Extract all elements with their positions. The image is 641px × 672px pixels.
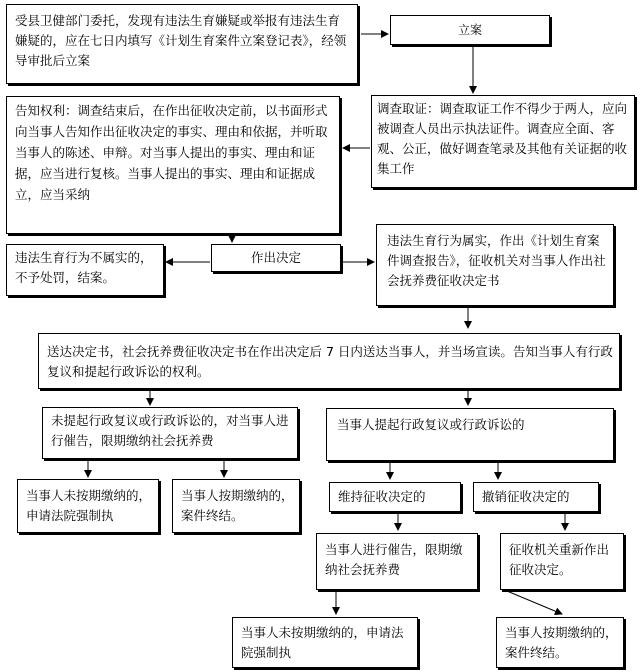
decision-box: 作出决定 <box>211 244 341 272</box>
filing-box: 立案 <box>390 15 550 45</box>
paid-left-box: 当事人按期缴纳的，案件终结。 <box>172 479 300 533</box>
no-pay-court-left-box: 当事人未按期缴纳的，申请法院强制执 <box>17 479 159 533</box>
no-pay-court-bottom-box: 当事人未按期缴纳的，申请法院强制执 <box>232 617 418 668</box>
uphold-box: 维持征收决定的 <box>329 482 461 512</box>
not-true-box: 违法生育行为不属实的，不予处罚，结案。 <box>6 244 164 296</box>
no-appeal-box: 未提起行政复议或行政诉讼的，对当事人进行催告，限期缴纳社会抚养费 <box>42 407 298 459</box>
true-box: 违法生育行为属实，作出《计划生育案件调查报告》，征收机关对当事人作出社会抚养费征收决定书 <box>376 224 614 306</box>
arrow-urge-to-paid-bottom <box>507 591 562 614</box>
appeal-box: 当事人提起行政复议或行政诉讼的 <box>326 408 614 461</box>
notification-box: 告知权利：调查结束后，在作出征收决定前，以书面形式向当事人告知作出征收决定的事实、理由和依据，并听取当事人的陈述、申辩。对当事人提出的事实、理由和证据，应当进行复核。当事人提出的事实、理由和证据成立，应当采纳 <box>6 96 340 234</box>
delivery-box: 送达决定书，社会抚养费征收决定书在作出决定后 7 日内送达当事人，并当场宣读。告知当事人有行政复议和提起行政诉讼的权利。 <box>38 333 620 389</box>
paid-bottom-box: 当事人按期缴纳的，案件终结。 <box>496 617 624 668</box>
investigation-box: 调查取证：调查取证工作不得少于两人，应向被调查人员出示执法证件。调查应全面、客观、公正，做好调查笔录及其他有关证据的收集工作 <box>371 95 635 188</box>
urge-box: 当事人进行催告，限期缴纳社会抚养费 <box>316 533 478 590</box>
complaint-box: 受县卫健部门委托，发现有违法生育嫌疑或举报有违法生育嫌疑的，应在七日内填写《计划生育案件立案登记表》，经领导审批后立案 <box>6 4 358 84</box>
revoke-box: 撤销征收决定的 <box>473 482 599 512</box>
redecide-box: 征收机关重新作出征收决定。 <box>500 533 624 590</box>
